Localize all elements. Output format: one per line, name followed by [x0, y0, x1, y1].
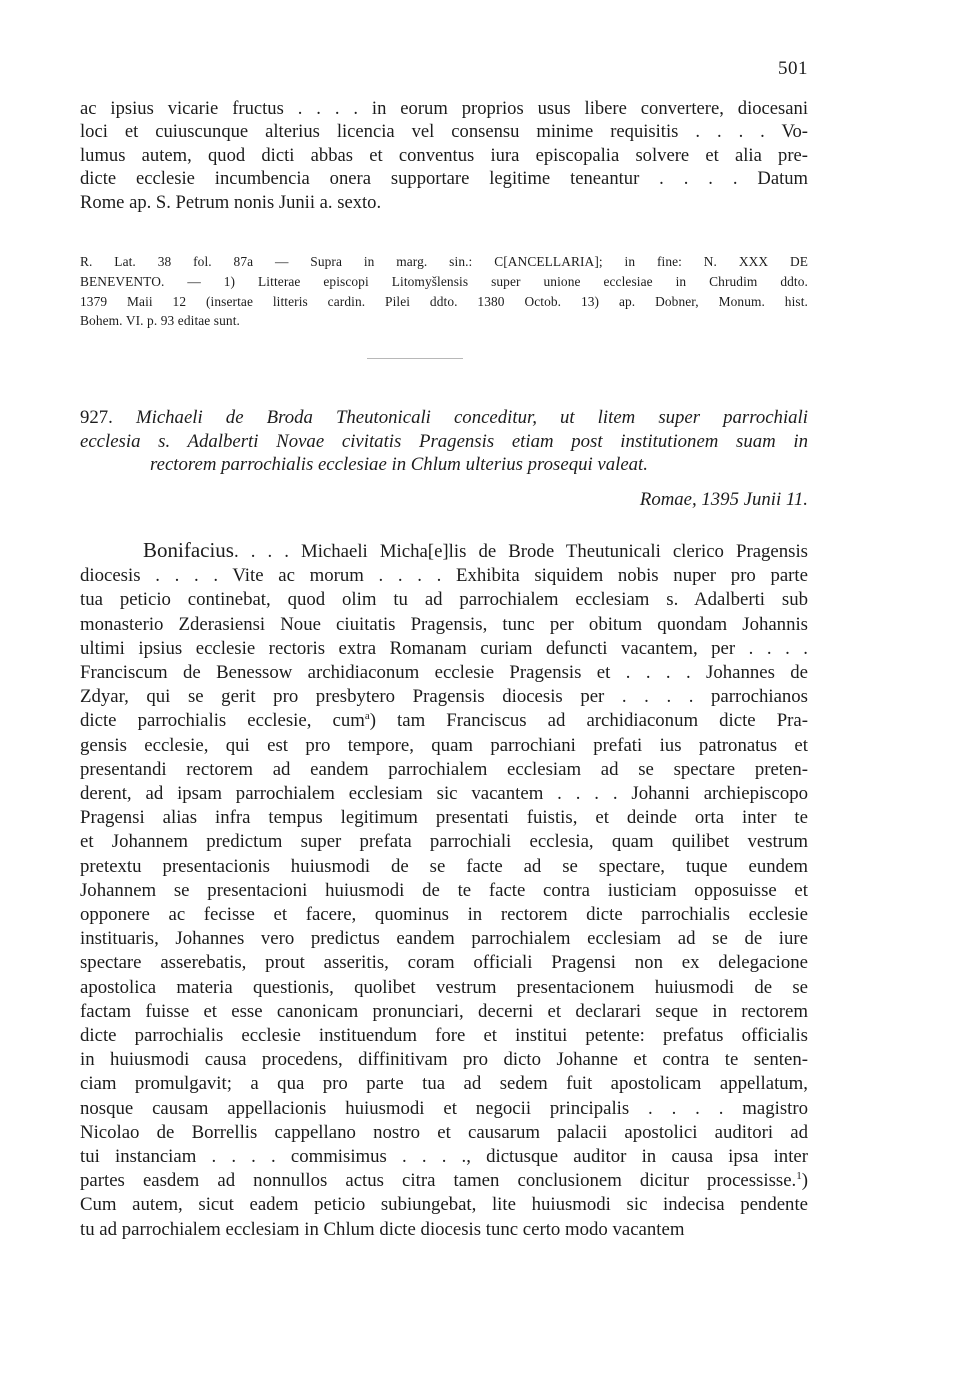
text-line: ultimi ipsius ecclesie rectoris extra Romanam curiam defuncti vacantem, per . . . . — [80, 637, 808, 659]
text-line — [80, 1169, 808, 1193]
text-fragment: dicte parrochialis ecclesie, cum — [80, 710, 365, 732]
text-fragment: ) — [801, 1170, 808, 1192]
text-line: ciam promulgavit; a qua pro parte tua ad sedem fuit apostolicam appellatum, — [80, 1073, 808, 1095]
note-line: R. Lat. 38 fol. 87a — Supra in marg. sin.: C[ANCELLARIA]; in fine: N. XXX DE — [80, 254, 808, 269]
text-line: dicte parrochialis ecclesie instituendum fore et institui petente: prefatus officialis — [80, 1025, 808, 1047]
text-line: in huiusmodi causa procedens, diffinitivam pro dicto Johanne et contra te senten- — [80, 1049, 808, 1071]
text-line: Pragensi alias infra tempus legitimum presentati fuistis, et deinde orta inter te — [80, 807, 808, 829]
text-line: tua peticio continebat, quod olim tu ad parrochialem ecclesiam s. Adalberti sub — [80, 589, 808, 611]
text-line — [80, 709, 808, 733]
text-line: et Johannem predictum super prefata parrochiali ecclesia, quam quilibet vestrum — [80, 831, 808, 853]
text-fragment: . . . . Michaeli Micha[e]lis de Brode Theutunicali clerico Pragensis — [233, 541, 808, 562]
text-line: presentandi rectorem ad eandem parrochialem ecclesiam ad se spectare preten- — [80, 758, 808, 780]
text-fragment: ) tam Franciscus ad archidiaconum dicte Pra- — [369, 710, 808, 732]
footnotes — [80, 252, 808, 331]
text-line: apostolica materia questionis, quolibet vestrum presentacionem huiusmodi de se — [80, 976, 808, 998]
entry-date: Romae, 1395 Junii 11. — [639, 488, 808, 510]
text-line: Zdyar, qui se gerit pro presbytero Pragensis diocesis per . . . . parrochianos — [80, 686, 808, 708]
text-line: lumus autem, quod dicti abbas et conventus iura episcopalia solvere et alia pre- — [80, 144, 808, 166]
text-line: tu ad parrochialem ecclesiam in Chlum dicte diocesis tunc certo modo vacantem — [80, 1218, 685, 1240]
top-paragraph — [80, 97, 808, 214]
heading-line — [80, 406, 808, 430]
note-line: BENEVENTO. — 1) Litterae episcopi Litomyšlensis super unione ecclesiae in Chrudim ddto. — [80, 273, 808, 289]
heading-line: rectorem parrochialis ecclesiae in Chlum ulterius prosequi valeat. — [150, 454, 648, 476]
note-line: Bohem. VI. p. 93 editae sunt. — [80, 313, 240, 329]
text-line: Johannem se presentacioni huiusmodi de te facte contra iusticiam opposuisse et — [80, 879, 808, 901]
text-line: Cum autem, sicut eadem peticio subiungebat, lite huiusmodi sic indecisa pendente — [80, 1194, 808, 1216]
text-line: dicte ecclesie incumbencia onera supportare legitime teneantur . . . . Datum — [80, 168, 808, 190]
text-line: Nicolao de Borrellis cappellano nostro et causarum palacii apostolici auditori ad — [80, 1121, 808, 1143]
footnote-marker: 1 — [796, 1170, 802, 1183]
note-line: 1379 Maii 12 (insertae litteris cardin. Pilei ddto. 1380 Octob. 13) ap. Dobner, Monum. hist. — [80, 293, 808, 309]
text-line: Rome ap. S. Petrum nonis Junii a. sexto. — [80, 191, 382, 213]
text-line: ac ipsius vicarie fructus . . . . in eorum proprios usus libere convertere, diocesani — [80, 98, 808, 119]
text-line: monasterio Zderasiensi Noue ciuitatis Pragensis, tunc per obitum quondam Johannis — [80, 613, 808, 635]
section-divider — [367, 358, 463, 359]
text-line: factam fuisse et esse canonicam pronunciari, decerni et declarari seque in rectorem — [80, 1000, 808, 1022]
body-text — [80, 538, 808, 1242]
heading-line: ecclesia s. Adalberti Novae civitatis Pragensis etiam post institutionem suam in — [80, 430, 808, 452]
text-line: pretextu presentacionis huiusmodi de se facte ad se spectare, tuque eundem — [80, 855, 808, 877]
footnote-marker: a — [364, 710, 370, 723]
heading-text: Michaeli de Broda Theutonicali conceditur, ut litem super parrochiali — [135, 407, 808, 428]
text-line: Franciscum de Benessow archidiaconum ecclesie Pragensis et . . . . Johannes de — [80, 662, 808, 684]
text-line: tui instanciam . . . . commisimus . . . ., dictusque auditor in causa ipsa inter — [80, 1146, 808, 1168]
text-line: gensis ecclesie, qui est pro tempore, quam parrochiani prefati ius patronatus et — [80, 734, 808, 756]
text-line: derent, ad ipsam parrochialem ecclesiam sic vacantem . . . . Johanni archiepiscopo — [80, 783, 808, 805]
page-number: 501 — [778, 58, 808, 79]
text-fragment: partes easdem ad nonnullos actus citra tamen conclusionem dicitur processisse. — [80, 1170, 797, 1192]
text-line — [80, 538, 808, 564]
text-line: nosque causam appellacionis huiusmodi et negocii principalis . . . . magistro — [80, 1097, 808, 1119]
text-line: diocesis . . . . Vite ac morum . . . . Exhibita siquidem nobis nuper pro parte — [80, 565, 808, 587]
text-line: opponere ac fecisse et facere, quominus in rectorem dicte parrochialis ecclesie — [80, 904, 808, 926]
salutation: Bonifacius — [143, 538, 234, 562]
text-line: spectare asserebatis, prout asseritis, coram officiali Pragensi non ex delegacione — [80, 952, 808, 974]
entry-number: 927. — [80, 407, 113, 428]
entry-heading — [80, 406, 808, 511]
text-line: loci et cuiuscunque alterius licencia vel consensu minime requisitis . . . . Vo- — [80, 121, 808, 143]
text-line: instituaris, Johannes vero predictus eandem parrochialem ecclesiam ad se de iure — [80, 928, 808, 950]
